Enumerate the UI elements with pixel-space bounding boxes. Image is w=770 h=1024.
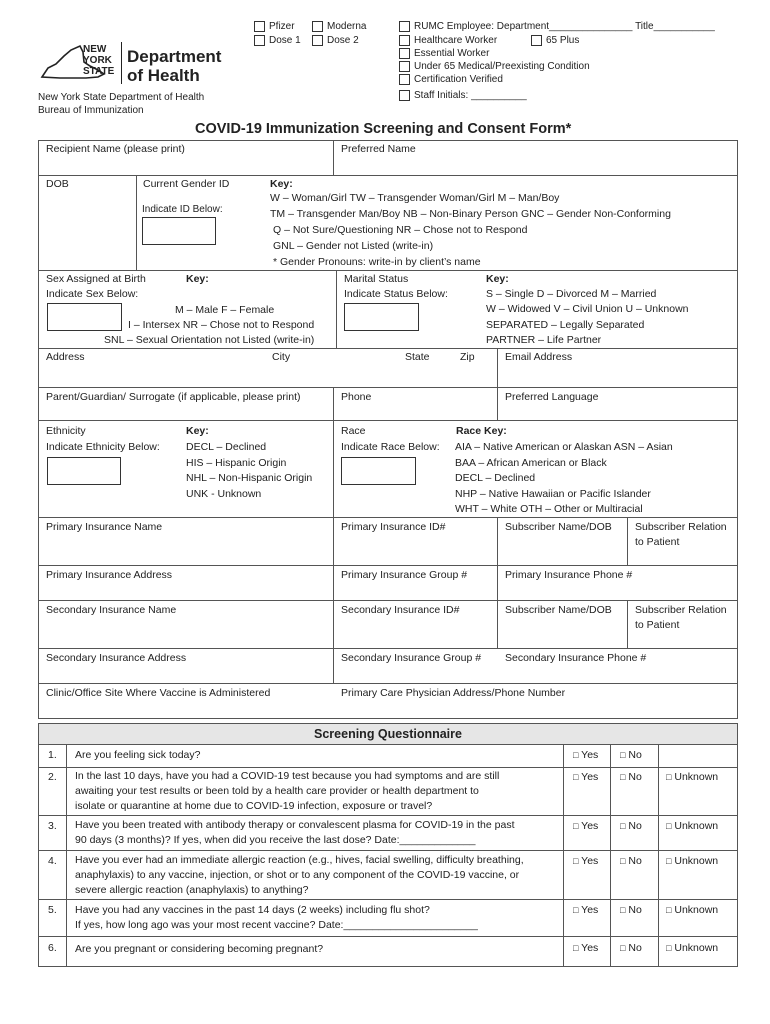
marital-key-label: Key: [486,273,509,285]
dose2-checkbox[interactable] [312,35,323,46]
primary-subscriber-relation-line2: to Patient [635,536,680,548]
rule [38,270,738,271]
ethnicity-key-line3: NHL – Non-Hispanic Origin [186,472,313,484]
primary-insurance-name-label: Primary Insurance Name [46,521,163,533]
rule [38,565,738,566]
gender-key-line3: Q – Not Sure/Questioning NR – Chose not to Respond [273,224,528,236]
rule [627,600,628,648]
q5-yes-label: Yes [581,904,599,916]
state-label: State [405,351,430,363]
race-key-line2: BAA – African American or Black [455,457,607,469]
secondary-insurance-address-label: Secondary Insurance Address [46,652,187,664]
q6-no-label: No [628,942,642,954]
q5-text-line2: If yes, how long ago was your most recent vaccine? Date:_______________________ [75,919,478,931]
sex-indicate-label: Indicate Sex Below: [46,288,139,300]
q5-no-label: No [628,904,642,916]
q3-unknown-label: Unknown [674,820,719,832]
over65-label: 65 Plus [546,35,580,46]
q4-text-line2: anaphylaxis) to any vaccine, injection, or shot or to any component of the COVID-19 vaccine, or [75,869,520,881]
gender-key-line1: W – Woman/Girl TW – Transgender Woman/Girl M – Man/Boy [270,192,560,204]
rule [38,744,738,745]
rule [497,387,498,420]
q4-no-checkbox[interactable]: □ [620,856,626,866]
form-right-border [737,140,738,718]
sex-input[interactable] [47,303,122,331]
q4-no-option[interactable] [620,855,642,868]
sex-key-line3: SNL – Sexual Orientation not Listed (write-in) [104,334,315,346]
rule [610,744,611,966]
secondary-subscriber-relation-line1: Subscriber Relation [635,604,727,616]
rumc-employee-checkbox[interactable] [399,21,410,32]
rule [38,348,738,349]
q3-yes-option[interactable] [573,820,598,833]
q5-no-checkbox[interactable]: □ [620,905,626,915]
staff-initials-label: Staff Initials: __________ [414,90,527,101]
q3-no-checkbox[interactable]: □ [620,821,626,831]
dose1-label: Dose 1 [269,35,301,46]
dept-line2: of Health [127,66,200,85]
ethnicity-input[interactable] [47,457,121,485]
q4-unknown-label: Unknown [674,855,719,867]
q4-no-label: No [628,855,642,867]
q2-number: 2. [48,771,57,783]
race-input[interactable] [341,457,416,485]
primary-insurance-id-label: Primary Insurance ID# [341,521,446,533]
marital-status-input[interactable] [344,303,419,331]
email-label: Email Address [505,351,573,363]
primary-insurance-address-label: Primary Insurance Address [46,569,173,581]
q4-unknown-checkbox[interactable]: □ [666,856,672,866]
q4-yes-option[interactable] [573,855,598,868]
rule [38,936,738,937]
race-key-label: Race Key: [456,425,507,437]
screening-title: Screening Questionnaire [39,724,737,744]
form-left-border [38,140,39,718]
race-key-line1: AIA – Native American or Alaskan ASN – Asian [455,441,673,453]
sex-key-line2: I – Intersex NR – Chose not to Respond [128,319,315,331]
marital-key-line1: S – Single D – Divorced M – Married [486,288,657,300]
q2-yes-checkbox[interactable]: □ [573,772,579,782]
race-indicate-label: Indicate Race Below: [341,441,440,453]
phone-label: Phone [341,391,372,403]
q6-no-checkbox[interactable]: □ [620,943,626,953]
rule [38,815,738,816]
q5-yes-option[interactable] [573,904,598,917]
marital-indicate-label: Indicate Status Below: [344,288,448,300]
rule [497,348,498,387]
logo-line2: YORK [83,55,112,66]
address-label: Address [46,351,85,363]
ethnicity-key-line2: HIS – Hispanic Origin [186,457,287,469]
secondary-insurance-name-label: Secondary Insurance Name [46,604,177,616]
q1-no-label: No [628,749,642,761]
org-line1: New York State Department of Health [38,92,205,103]
q3-yes-checkbox[interactable]: □ [573,821,579,831]
q2-no-label: No [628,771,642,783]
dose2-label: Dose 2 [327,35,359,46]
q3-no-label: No [628,820,642,832]
q1-yes-checkbox[interactable]: □ [573,750,579,760]
q5-yes-checkbox[interactable]: □ [573,905,579,915]
marital-key-line3: SEPARATED – Legally Separated [486,319,645,331]
rule [38,648,738,649]
ethnicity-key-line1: DECL – Declined [186,441,267,453]
race-label: Race [341,425,366,437]
rule [333,387,334,420]
gender-indicate-label: Indicate ID Below: [142,204,223,215]
org-line2: Bureau of Immunization [38,105,144,116]
q3-number: 3. [48,820,57,832]
q5-text-line1: Have you had any vaccines in the past 14 days (2 weeks) including flu shot? [75,904,430,916]
certification-label: Certification Verified [414,74,503,85]
certification-checkbox[interactable] [399,74,410,85]
healthcare-worker-checkbox[interactable] [399,35,410,46]
sex-key-line1: M – Male F – Female [175,304,275,316]
primary-insurance-phone-label: Primary Insurance Phone # [505,569,633,581]
q5-number: 5. [48,904,57,916]
rule [333,420,334,683]
q6-unknown-option[interactable] [666,942,718,955]
rule [38,175,738,176]
q6-yes-option[interactable] [573,942,598,955]
rule [333,140,334,175]
q5-unknown-label: Unknown [674,904,719,916]
logo-divider [121,42,122,84]
logo-line1: NEW [83,44,107,55]
recipient-name-label: Recipient Name (please print) [46,143,185,155]
staff-initials-checkbox[interactable] [399,90,410,101]
gender-key-label: Key: [270,178,293,190]
secondary-insurance-id-label: Secondary Insurance ID# [341,604,460,616]
rule [336,270,337,348]
rule [497,517,498,648]
rule [658,744,659,966]
zip-label: Zip [460,351,475,363]
marital-label: Marital Status [344,273,409,285]
marital-key-line4: PARTNER – Life Partner [486,334,602,346]
preferred-name-label: Preferred Name [341,143,416,155]
gender-key-line4: GNL – Gender not Listed (write-in) [273,240,434,252]
rule [737,723,738,966]
primary-insurance-group-label: Primary Insurance Group # [341,569,468,581]
rule [38,723,39,966]
rule [627,517,628,565]
q3-unknown-option[interactable] [666,820,718,833]
rule [38,600,738,601]
q4-yes-checkbox[interactable]: □ [573,856,579,866]
sex-key-label: Key: [186,273,209,285]
q1-yes-label: Yes [581,749,599,761]
form-title: COVID-19 Immunization Screening and Consent Form* [195,121,572,137]
q4-text [75,854,562,897]
race-key-line4: NHP – Native Hawaiian or Pacific Islander [455,488,651,500]
q4-yes-label: Yes [581,855,599,867]
race-key-line5: WHT – White OTH – Other or Multiracial [455,503,643,515]
rule [136,175,137,270]
q2-text-line2: awaiting your test results or been told by a health care provider or health department to [75,785,479,797]
primary-subscriber-name-label: Subscriber Name/DOB [505,521,612,533]
primary-subscriber-relation-line1: Subscriber Relation [635,521,727,533]
dose1-checkbox[interactable] [254,35,265,46]
q3-yes-label: Yes [581,820,599,832]
q1-number: 1. [48,749,57,761]
rumc-employee-label: RUMC Employee: Department_______________ Title___________ [414,21,715,32]
rule [38,420,738,421]
q5-unknown-option[interactable] [666,904,718,917]
q1-yes-option[interactable] [573,749,598,762]
q2-unknown-checkbox[interactable]: □ [666,772,672,782]
city-label: City [272,351,291,363]
rule [38,966,738,967]
q6-yes-checkbox[interactable]: □ [573,943,579,953]
rule [38,387,738,388]
q5-unknown-checkbox[interactable]: □ [666,905,672,915]
q4-text-line1: Have you ever had an immediate allergic reaction (e.g., hives, facial swelling, difficulty breathing, [75,854,524,866]
under65-checkbox[interactable] [399,61,410,72]
ethnicity-key-label: Key: [186,425,209,437]
rule [38,850,738,851]
rule [563,744,564,966]
q2-yes-label: Yes [581,771,599,783]
rule [66,744,67,966]
q2-no-checkbox[interactable]: □ [620,772,626,782]
essential-worker-checkbox[interactable] [399,48,410,59]
ethnicity-indicate-label: Indicate Ethnicity Below: [46,441,160,453]
over65-checkbox[interactable] [531,35,542,46]
rule [38,718,738,719]
q3-unknown-checkbox[interactable]: □ [666,821,672,831]
sex-label: Sex Assigned at Birth [46,273,146,285]
q6-yes-label: Yes [581,942,599,954]
ethnicity-label: Ethnicity [46,425,86,437]
gender-id-input[interactable] [142,217,216,245]
dept-line1: Department [127,47,222,66]
rule [38,899,738,900]
q6-number: 6. [48,942,57,954]
q2-yes-option[interactable] [573,771,598,784]
q2-text-line3: isolate or quarantine at home due to COVID-19 infection, exposure or travel? [75,800,433,812]
pfizer-label: Pfizer [269,21,295,32]
q3-text-line2: 90 days (3 months)? If yes, when did you receive the last dose? Date:_____________ [75,834,476,846]
rule [38,683,738,684]
q2-unknown-label: Unknown [674,771,719,783]
gender-key-line2: TM – Transgender Man/Boy NB – Non-Binary Person GNC – Gender Non-Conforming [270,208,671,220]
rule [38,140,738,141]
gender-key-line5: * Gender Pronouns: write-in by client’s name [273,256,481,268]
q5-no-option[interactable] [620,904,642,917]
rule [38,767,738,768]
q2-unknown-option[interactable] [666,771,718,784]
q4-number: 4. [48,855,57,867]
q3-no-option[interactable] [620,820,642,833]
q1-text-line1: Are you feeling sick today? [75,749,201,761]
q6-unknown-label: Unknown [674,942,719,954]
q4-text-line3: severe allergic reaction (anaphylaxis) to anything? [75,884,309,896]
pcp-label: Primary Care Physician Address/Phone Number [341,687,566,699]
clinic-site-label: Clinic/Office Site Where Vaccine is Administered [46,687,271,699]
dob-label: DOB [46,178,69,190]
pfizer-checkbox[interactable] [254,21,265,32]
q1-no-option[interactable] [620,749,642,762]
q2-text-line1: In the last 10 days, have you had a COVID-19 test because you had symptoms and are still [75,770,500,782]
secondary-insurance-phone-label: Secondary Insurance Phone # [505,652,647,664]
secondary-subscriber-name-label: Subscriber Name/DOB [505,604,612,616]
q6-text-line1: Are you pregnant or considering becoming pregnant? [75,943,324,955]
guardian-label: Parent/Guardian/ Surrogate (if applicable, please print) [46,391,301,403]
secondary-insurance-group-label: Secondary Insurance Group # [341,652,482,664]
ethnicity-key-line4: UNK - Unknown [186,488,262,500]
gender-label: Current Gender ID [143,178,230,190]
essential-worker-label: Essential Worker [414,48,490,59]
race-key-line3: DECL – Declined [455,472,536,484]
logo-line3: STATE [83,66,115,77]
q1-no-checkbox[interactable]: □ [620,750,626,760]
moderna-checkbox[interactable] [312,21,323,32]
q4-unknown-option[interactable] [666,855,718,868]
under65-label: Under 65 Medical/Preexisting Condition [414,61,590,72]
q2-no-option[interactable] [620,771,642,784]
q6-no-option[interactable] [620,942,642,955]
secondary-subscriber-relation-line2: to Patient [635,619,680,631]
moderna-label: Moderna [327,21,367,32]
healthcare-worker-label: Healthcare Worker [414,35,498,46]
q3-text-line1: Have you been treated with antibody therapy or convalescent plasma for COVID-19 in the past [75,819,515,831]
q6-unknown-checkbox[interactable]: □ [666,943,672,953]
rule [38,517,738,518]
marital-key-line2: W – Widowed V – Civil Union U – Unknown [486,303,689,315]
language-label: Preferred Language [505,391,599,403]
